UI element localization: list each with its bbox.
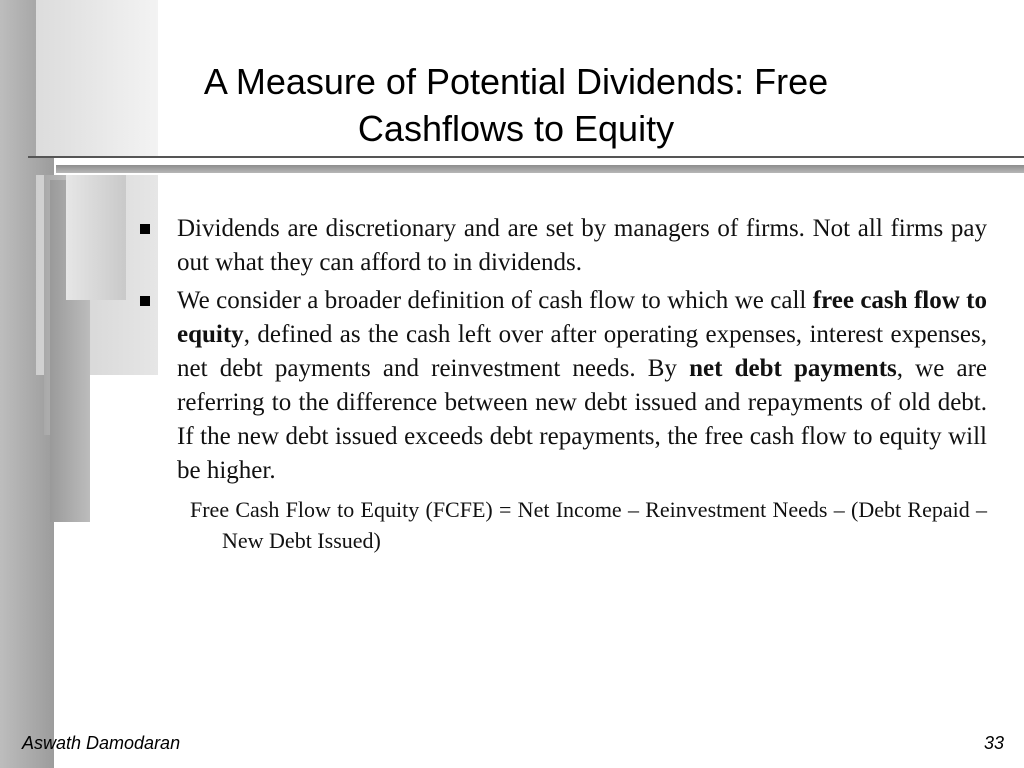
slide-title-line-1: A Measure of Potential Dividends: Free [203, 61, 829, 102]
bullet-text: We consider a broader definition of cash flow to which we call [177, 287, 813, 314]
title-underline-bar [56, 165, 1024, 173]
bold-term: net debt payments [689, 355, 897, 382]
page-number: 33 [983, 733, 1004, 753]
footer-author: Aswath Damodaran [22, 733, 181, 753]
square-bullet-icon [140, 224, 150, 234]
slide-body [140, 212, 987, 556]
square-bullet-icon [140, 296, 150, 306]
bullet-text: , defined as the cash left over after operating expenses, interest expenses, net debt payments and reinvestment needs. By [177, 321, 987, 382]
bullet-item [140, 212, 987, 280]
bullet-item [140, 284, 987, 488]
decorative-bar [36, 0, 158, 158]
slide-title-line-2: Cashflows to Equity [357, 108, 675, 149]
bold-term: free cash flow to equity [177, 287, 988, 348]
bullet-text: Dividends are discretionary and are set by managers of firms. Not all firms pay out what they can afford to in dividends. [177, 215, 987, 276]
decorative-bar [66, 175, 126, 300]
slide-title [150, 58, 882, 152]
bullet-text: , we are referring to the difference between new debt issued and repayments of old debt. If the new debt issued exceeds debt repayments, the free cash flow to equity will be higher. [177, 355, 988, 484]
fcfe-formula: Free Cash Flow to Equity (FCFE) = Net Income – Reinvestment Needs – (Debt Repaid – New Debt Issued) [190, 497, 987, 553]
title-rule [28, 156, 1024, 158]
